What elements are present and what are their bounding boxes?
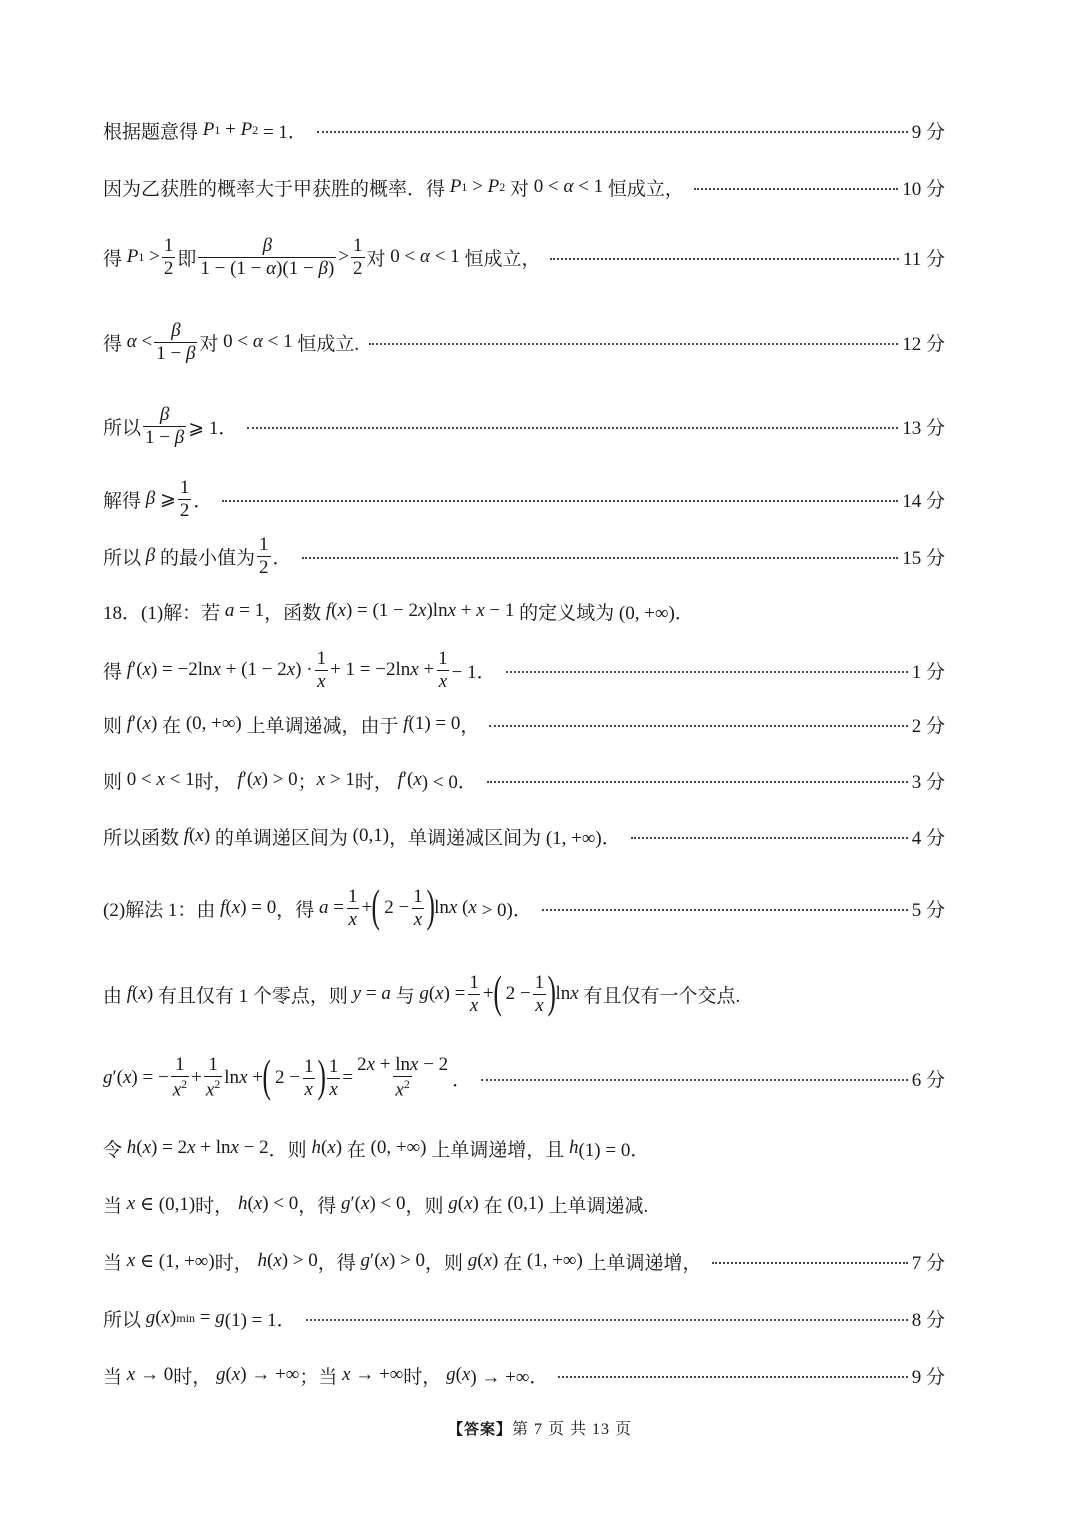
score: 14 分 (902, 490, 945, 512)
answer-line-8 (103, 596, 945, 626)
fraction: $\frac{1}{x}$ (438, 647, 448, 692)
line-content: 得 f ′( x ) = −2ln x + (1 − 2 x ) · $\frac{1}{x}$ + 1 = −2ln x + $\frac{1}{x}$ − 1． (103, 647, 496, 692)
dot-leader (306, 1319, 908, 1321)
answer-line-4 (103, 315, 945, 369)
fraction: $\frac{1}{x}$ (304, 1055, 314, 1100)
answer-line-14 (103, 965, 945, 1023)
line-content: 则 0 < x < 1 时， f ′( x ) > 0 ； x > 1 时， f ′( x ) < 0． (103, 769, 477, 793)
score: 10 分 (902, 178, 945, 200)
answer-line-7 (103, 529, 945, 583)
dot-leader (542, 909, 908, 911)
dot-leader (302, 557, 899, 559)
answer-line-17 (103, 1189, 945, 1219)
line-content: 所以 g ( x ) min = g (1) = 1． (103, 1307, 296, 1331)
fraction: $\frac{1}{x^2}$ (172, 1054, 188, 1101)
score: 5 分 (911, 899, 945, 921)
line-content: 得 α < $\frac{\beta}{1 - \beta}$ 对 0 < α < 1 恒成立. (103, 319, 360, 364)
dot-leader (489, 725, 907, 727)
line-content: (2)解法 1：由 f ( x ) = 0 ，得 a = $\frac{1}{x}$ + ( 2 − $\frac{1}{x}$ ) ln x ( x > 0)． (103, 880, 532, 931)
line-content: 当 x → 0 时， g ( x ) → +∞ ；当 x → +∞ 时， g ( x ) → +∞． (103, 1364, 549, 1388)
fraction: $\frac{1}{x}$ (328, 1055, 339, 1100)
dot-leader (222, 500, 898, 502)
line-content: 所以函数 f ( x ) 的单调递区间为 (0,1) ，单调递减区间为 (1, +∞)． (103, 825, 621, 849)
line-content: g ′( x ) = − $\frac{1}{x^2}$ + $\frac{1}{x^2}$ ln x + ( 2 − $\frac{1}{x}$ ) $\frac{1}{x}$ = $\frac{2x + \ln x - 2}{x^2}$ ． (103, 1050, 472, 1101)
score: 9 分 (911, 121, 945, 143)
line-content: 当 x ∈ (0,1) 时， h ( x ) < 0 ，得 g ′( x ) < 0 ，则 g ( x ) 在 (0,1) 上单调递减. (103, 1193, 649, 1217)
fraction: $\frac{1}{2}$ (259, 533, 269, 578)
line-content: 令 h ( x ) = 2 x + ln x − 2 ．则 h ( x ) 在 (0, +∞) 上单调递增，且 h (1) = 0． (103, 1137, 650, 1161)
fraction: $\frac{1}{2}$ (163, 234, 174, 279)
line-content: 则 f ′( x ) 在 (0, +∞) 上单调递减，由于 f (1) = 0 ， (103, 713, 480, 737)
fraction: $\frac{1}{x}$ (347, 885, 358, 930)
fraction: $\frac{\beta}{1 - \beta}$ (156, 319, 196, 364)
dot-leader (369, 343, 898, 345)
answer-line-3 (103, 230, 945, 284)
dot-leader (694, 188, 898, 190)
footer-answer-tag: 【答案】 (447, 1420, 512, 1438)
line-content: 所以 β 的最小值为 $\frac{1}{2}$ ． (103, 533, 292, 578)
answer-line-12 (103, 821, 945, 851)
dot-leader (487, 781, 908, 783)
fraction: $\frac{1}{x^2}$ (205, 1054, 221, 1101)
score: 4 分 (911, 827, 945, 849)
line-content: 由 f ( x ) 有且仅有 1 个零点，则 y = a 与 g ( x ) = $\frac{1}{x}$ + ( 2 − $\frac{1}{x}$ ) ln x 有且仅有一个交点. (103, 966, 741, 1017)
answer-line-1 (103, 115, 945, 145)
fraction: $\frac{1}{x}$ (469, 971, 479, 1016)
dot-leader (481, 1079, 908, 1081)
line-content: 当 x ∈ (1, +∞) 时， h ( x ) > 0 ，得 g ′( x ) > 0 ，则 g ( x ) 在 (1, +∞) 上单调递增， (103, 1250, 702, 1274)
answer-line-18 (103, 1246, 945, 1276)
dot-leader (550, 258, 899, 260)
fraction: $\frac{1}{x}$ (316, 647, 327, 692)
answer-line-11 (103, 765, 945, 795)
line-content: 所以 $\frac{\beta}{1 - \beta}$ ⩾ 1． (103, 403, 238, 448)
answer-line-20 (103, 1360, 945, 1390)
score: 9 分 (911, 1366, 945, 1388)
answer-line-9 (103, 643, 945, 697)
score: 1 分 (911, 661, 945, 683)
answer-line-2 (103, 172, 945, 202)
line-content: 因为乙获胜的概率大于甲获胜的概率．得 P 1 > P 2 对 0 < α < 1 恒成立， (103, 176, 684, 200)
fraction: $\frac{2x + \ln x - 2}{x^2}$ (357, 1054, 449, 1101)
dot-leader (712, 1262, 908, 1264)
dot-leader (631, 837, 908, 839)
score: 11 分 (902, 248, 945, 270)
score: 13 分 (902, 417, 945, 439)
score: 3 分 (911, 771, 945, 793)
answer-line-13 (103, 879, 945, 937)
line-content: 解得 β ⩾ $\frac{1}{2}$ ． (103, 476, 213, 521)
fraction: $\frac{1}{x}$ (534, 971, 545, 1016)
page-footer (0, 1416, 1080, 1439)
fraction: $\frac{1}{2}$ (353, 234, 363, 279)
score: 12 分 (902, 333, 945, 355)
answer-line-15 (103, 1049, 945, 1107)
footer-page-number: 第 7 页 共 13 页 (512, 1421, 633, 1438)
line-content: 根据题意得 P 1 + P 2 = 1． (103, 119, 307, 143)
fraction: $\frac{\beta}{1 - \beta}$ (145, 403, 185, 448)
score: 6 分 (911, 1069, 945, 1091)
score: 7 分 (911, 1252, 945, 1274)
fraction: $\frac{1}{x}$ (413, 885, 423, 930)
score: 2 分 (911, 715, 945, 737)
answer-line-5 (103, 399, 945, 453)
answer-line-19 (103, 1303, 945, 1333)
score: 8 分 (911, 1309, 945, 1331)
answer-line-6 (103, 472, 945, 526)
fraction: $\frac{\beta}{1 - (1 - \alpha)(1 - \beta)}$ (200, 234, 335, 279)
dot-leader (247, 427, 898, 429)
fraction: $\frac{1}{2}$ (179, 476, 190, 521)
dot-leader (317, 131, 908, 133)
line-content: 得 P 1 > $\frac{1}{2}$ 即 $\frac{\beta}{1 - (1 - \alpha)(1 - \beta)}$ > $\frac{1}{2}$ 对 0 < α < 1 恒成立， (103, 234, 541, 279)
answer-line-10 (103, 709, 945, 739)
line-content: 18．(1)解：若 a = 1 ，函数 f ( x ) = (1 − 2 x )ln x + x − 1 的定义域为 (0, +∞)． (103, 600, 694, 624)
score: 15 分 (902, 547, 945, 569)
answer-line-16 (103, 1133, 945, 1163)
dot-leader (558, 1376, 907, 1378)
dot-leader (506, 671, 908, 673)
